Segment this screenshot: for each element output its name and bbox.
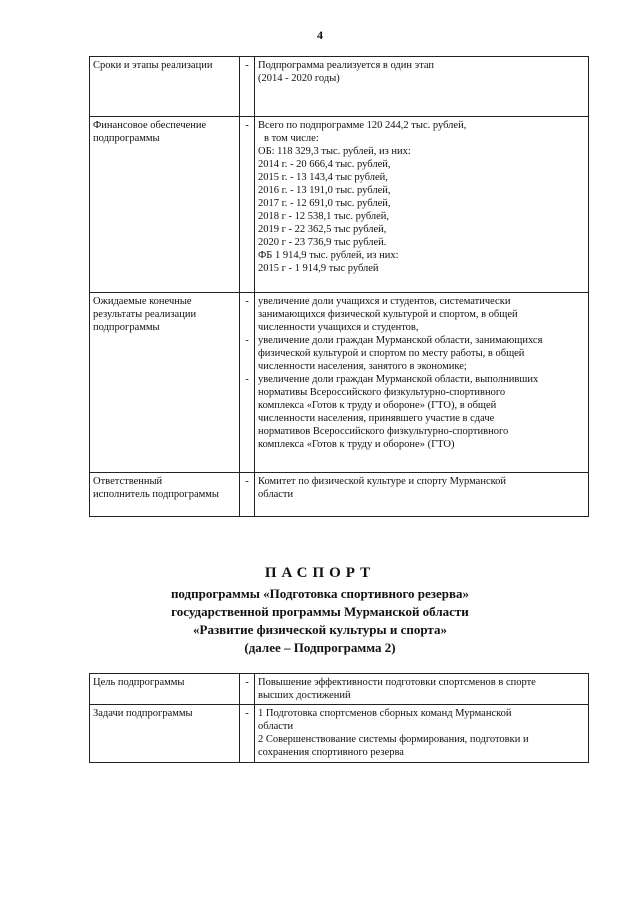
table-row	[90, 473, 589, 517]
row-label: Сроки и этапы реализации	[90, 57, 240, 117]
dash-marker: -	[240, 705, 255, 763]
row-label: Задачи подпрограммы	[90, 705, 240, 763]
dash-marker: -	[240, 674, 255, 705]
table-row	[90, 293, 589, 473]
row-label: Ожидаемые конечные результаты реализации подпрограммы	[90, 293, 240, 473]
row-value: Повышение эффективности подготовки спортсменов в спорте высших достижений	[255, 674, 589, 705]
subprogram-2-passport-table	[89, 673, 589, 763]
table-row	[90, 674, 589, 705]
row-label: Цель подпрограммы	[90, 674, 240, 705]
row-label: Ответственный исполнитель подпрограммы	[90, 473, 240, 517]
row-value: 1 Подготовка спортсменов сборных команд Мурманской области 2 Совершенствование системы формирования, подготовки и сохранения спортивного резерва	[255, 705, 589, 763]
row-value: увеличение доли учащихся и студентов, систематически занимающихся физической культурой и спортом, в общей численности учащихся и студентов, увеличение доли граждан Мурманской области, занимающихся физической культурой и спортом по месту работы, в общей численности населения, занятого в экономике; увеличение доли граждан Мурманской области, выполнивших нормативы Всероссийского физкультурно-спортивного комплекса «Готов к труду и обороне» (ГТО), в общей численности населения, принявшего участие в сдаче нормативов Всероссийского физкультурно-спортивного комплекса «Готов к труду и обороне» (ГТО)	[255, 293, 589, 473]
row-label: Финансовое обеспечение подпрограммы	[90, 117, 240, 293]
row-value: Всего по подпрограмме 120 244,2 тыс. рублей, в том числе: ОБ: 118 329,3 тыс. рублей, из них: 2014 г. - 20 666,4 тыс. рублей, 2015 г. - 13 143,4 тыс рублей, 2016 г. - 13 191,0 тыс. рублей, 2017 г. - 12 691,0 тыс. рублей, 2018 г - 12 538,1 тыс. рублей, 2019 г - 22 362,5 тыс рублей, 2020 г - 23 736,9 тыс рублей. ФБ 1 914,9 тыс. рублей, из них: 2015 г - 1 914,9 тыс рублей	[255, 117, 589, 293]
row-value: Комитет по физической культуре и спорту Мурманской области	[255, 473, 589, 517]
table-row	[90, 705, 589, 763]
dash-marker: -	[240, 473, 255, 517]
passport-subtitle-line: государственной программы Мурманской области	[171, 604, 469, 619]
table-row	[90, 117, 589, 293]
dash-marker: -	[240, 57, 255, 117]
passport-subtitle-line: (далее – Подпрограмма 2)	[244, 640, 396, 655]
subprogram-1-passport-table	[89, 56, 589, 517]
page-number: 4	[317, 28, 323, 42]
passport-subtitle-line: «Развитие физической культуры и спорта»	[193, 622, 447, 637]
row-value: Подпрограмма реализуется в один этап (2014 - 2020 годы)	[255, 57, 589, 117]
passport-subtitle-line: подпрограммы «Подготовка спортивного резерва»	[170, 586, 470, 601]
dash-marker: -	[240, 117, 255, 293]
dash-marker: - - -	[240, 293, 255, 473]
table-row	[90, 57, 589, 117]
passport-title: ПАСПОРТ	[264, 565, 376, 581]
